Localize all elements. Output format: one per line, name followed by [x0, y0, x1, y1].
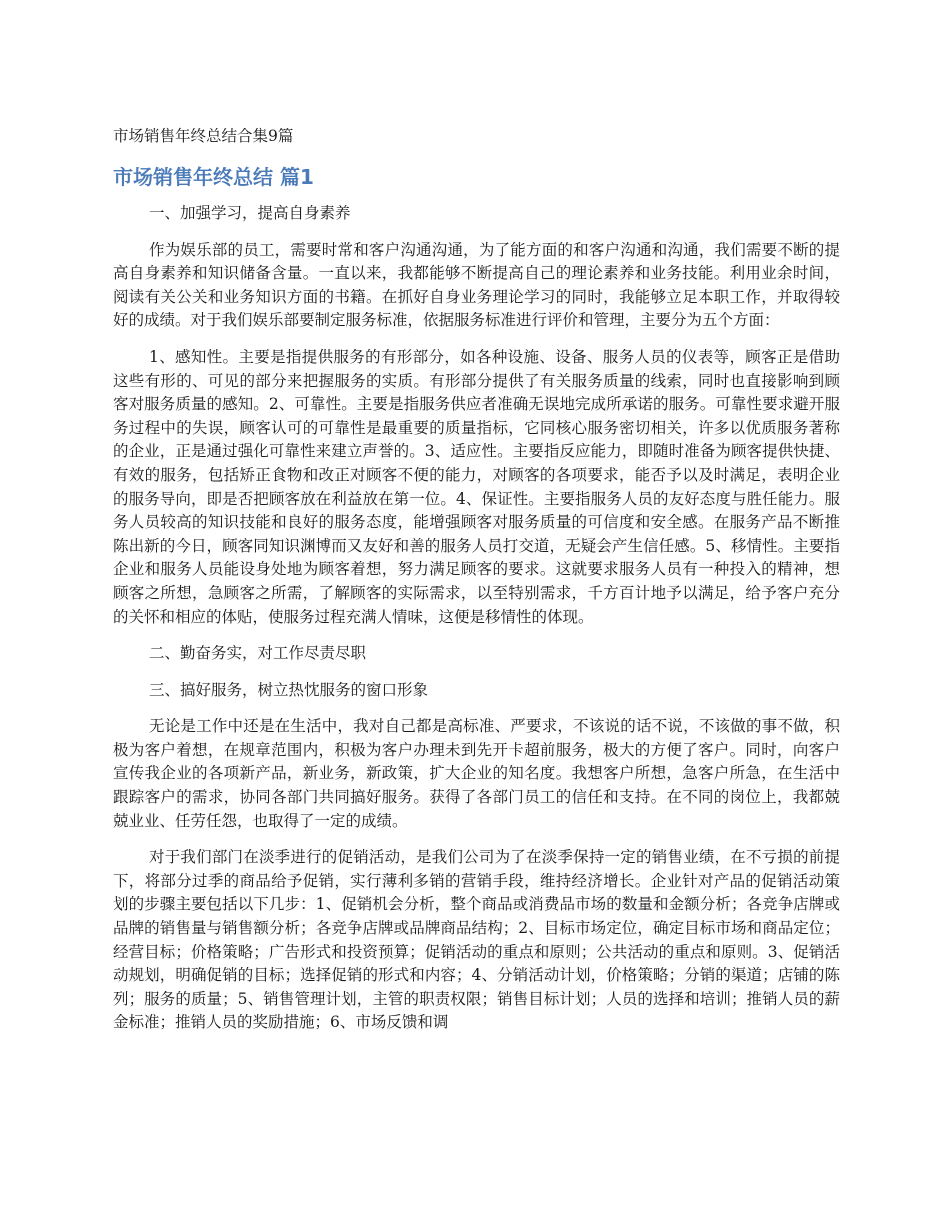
heading-study: 一、加强学习，提高自身素养	[149, 204, 351, 222]
document-title: 市场销售年终总结合集9篇	[113, 127, 294, 145]
heading-diligence: 二、勤奋务实，对工作尽责尽职	[149, 644, 367, 663]
paragraph-service-standards: 1、感知性。主要是指提供服务的有形部分，如各种设施、设备、服务人员的仪表等，顾客正是借助这些有形的、可见的部分来把握服务的实质。有形部分提供了有关服务质量的线索，同时也直接影响到顾客对服务质量的感知。2、可靠性。主要是指服务供应者准确无误地完成所承诺的服务。可靠性要求避开服务过程中的失误，顾客认可的可靠性是最重要的质量指标，它同核心服务密切相关，许多以优质服务著称的企业，正是通过强化可靠性来建立声誉的。3、适应性。主要指反应能力，即随时准备为顾客提供快捷、有效的服务，包括矫正食物和改正对顾客不便的能力，对顾客的各项要求，能否予以及时满足，表明企业的服务导向，即是否把顾客放在利益放在第一位。4、保证性。主要指服务人员的友好态度与胜任能力。服务人员较高的知识技能和良好的服务态度，能增强顾客对服务质量的可信度和安全感。在服务产品不断推陈出新的今日，顾客同知识渊博而又友好和善的服务人员打交道，无疑会产生信任感。5、移情性。主要指企业和服务人员能设身处地为顾客着想，努力满足顾客的要求。这就要求服务人员有一种投入的精神，想顾客之所想，急顾客之所需，了解顾客的实际需求，以至特别需求，千方百计地予以满足，给予客户充分的关怀和相应的体贴，使服务过程充满人情味，这便是移情性的体现。	[113, 347, 840, 626]
paragraph-work-attitude: 无论是工作中还是在生活中，我对自己都是高标准、严要求，不该说的话不说，不该做的事不做，积极为客户着想，在规章范围内，积极为客户办理未到先开卡超前服务，极大的方便了客户。同时，向客户宣传我企业的各项新产品，新业务，新政策，扩大企业的知名度。我想客户所想，急客户所急，在生活中跟踪客户的需求，协同各部门共同搞好服务。获得了各部门员工的信任和支持。在不同的岗位上，我都兢兢业业、任劳任怨，也取得了一定的成绩。	[113, 717, 840, 830]
paragraph-intro: 作为娱乐部的员工，需要时常和客户沟通沟通，为了能方面的和客户沟通和沟通，我们需要不断的提高自身素养和知识储备含量。一直以来，我都能够不断提高自己的理论素养和业务技能。利用业余时间，阅读有关公关和业务知识方面的书籍。在抓好自身业务理论学习的同时，我能够立足本职工作，并取得较好的成绩。对于我们娱乐部要制定服务标准，依据服务标准进行评价和管理，主要分为五个方面：	[113, 240, 840, 330]
heading-service-image: 三、搞好服务，树立热忱服务的窗口形象	[149, 680, 429, 699]
document-body	[113, 124, 840, 1048]
paragraph-promotion: 对于我们部门在淡季进行的促销活动，是我们公司为了在淡季保持一定的销售业绩，在不亏损的前提下，将部分过季的商品给予促销，实行薄利多销的营销手段，维持经济增长。企业针对产品的促销活动策划的步骤主要包括以下几步：1、促销机会分析，整个商品或消费品市场的数量和金额分析；各竞争店牌或品牌的销售量与销售额分析；各竞争店牌或品牌商品结构；2、目标市场定位，确定目标市场和商品定位；经营目标；价格策略；广告形式和投资预算；促销活动的重点和原则；公共活动的重点和原则。3、促销活动规划，明确促销的目标；选择促销的形式和内容；4、分销活动计划，价格策略；分销的渠道；店铺的陈列；服务的质量；5、销售管理计划，主管的职责权限；销售目标计划；人员的选择和培训；推销人员的薪金标准；推销人员的奖励措施；6、市场反馈和调	[113, 848, 840, 1032]
section-heading: 市场销售年终总结 篇1	[113, 165, 314, 189]
